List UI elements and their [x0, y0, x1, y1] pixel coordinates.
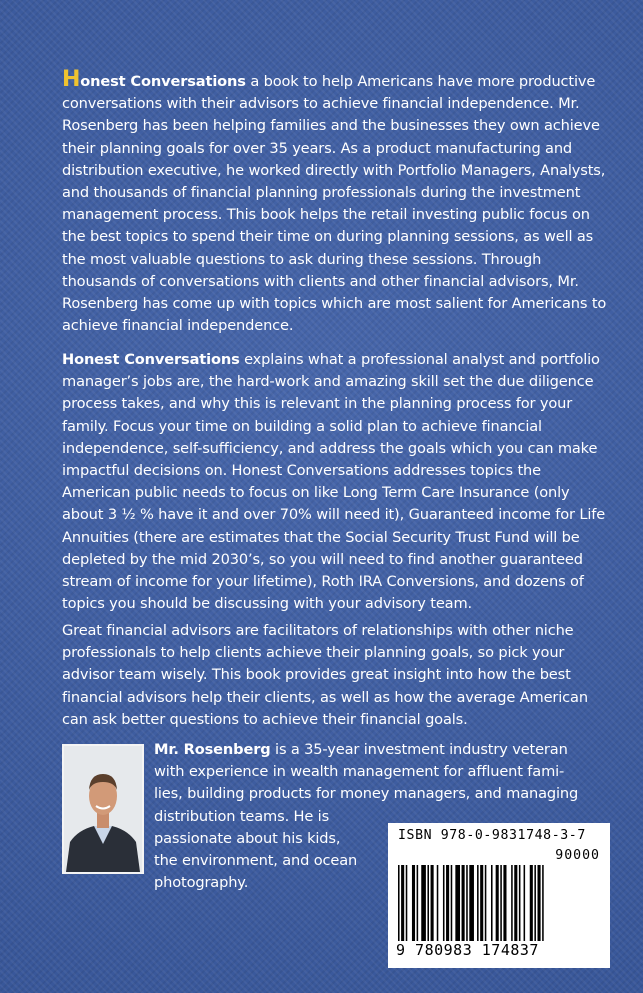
price-code: 90000: [555, 848, 600, 863]
barcode-bar: [503, 865, 506, 941]
bio-line-5: passionate about his kids,: [154, 829, 341, 847]
description-paragraph-1: [62, 69, 610, 337]
barcode-bar: [401, 865, 404, 941]
bio-line-2: with experience in wealth management for affluent fami-: [154, 763, 565, 781]
barcode-bar: [455, 865, 460, 941]
barcode-bar: [480, 865, 483, 941]
barcode-bar: [427, 865, 429, 941]
barcode-bar: [412, 865, 415, 941]
description-paragraph-3: [62, 620, 610, 731]
barcode-bar: [519, 865, 521, 941]
bio-line-3: lies, building products for money managers, and managing: [154, 785, 579, 803]
barcode-bar: [530, 865, 533, 941]
book-title-bold-2: Honest Conversations: [62, 351, 240, 368]
description-paragraph-2: [62, 349, 610, 615]
author-photo: [62, 744, 144, 874]
bio-line-7: photography.: [154, 874, 249, 892]
drop-cap: H: [62, 67, 81, 92]
barcode-bar: [446, 865, 449, 941]
barcode-bar: [417, 865, 419, 941]
barcode-digits: 9 780983 174837: [396, 941, 539, 959]
paragraph-1-text: a book to help Americans have more productive conversations with their advisors to achieve financial independence. Mr. Rosenberg has been helping families and the businesses they own achieve their planning goals for over 35 years. As a product manufacturing and distribution executive, he worked directly with Portfolio Managers, Analysts, and thousands of financial planning professionals during the investment management process. This book helps the retail investing public focus on the best topics to spend their time on during planning sessions, as well as the most valuable questions to ask during these sessions. Through thousands of conversations with clients and other financial advisors, Mr. Rosenberg has come up with topics which are most salient for Americans to achieve financial independence.: [62, 73, 607, 335]
barcode-bar: [485, 865, 487, 941]
barcode-bar: [443, 865, 445, 941]
barcode-bar: [437, 865, 439, 941]
barcode-bar: [421, 865, 426, 941]
barcode-bar: [511, 865, 513, 941]
barcode-bar: [534, 865, 536, 941]
bio-line-4: distribution teams. He is: [154, 807, 330, 825]
barcode-bar: [524, 865, 526, 941]
barcode-bar: [477, 865, 479, 941]
bio-line-6: the environment, and ocean: [154, 852, 358, 870]
barcode-bar: [406, 865, 408, 941]
barcode-bar: [514, 865, 517, 941]
barcode-bar: [496, 865, 499, 941]
barcode-bar: [398, 865, 400, 941]
isbn-barcode: [388, 823, 610, 968]
author-name: Mr. Rosenberg: [154, 741, 271, 758]
paragraph-3-text: Great financial advisors are facilitators of relationships with other niche professionals to help clients achieve their planning goals, so pick your advisor team wisely. This book provides great insight into how the best financial advisors help their clients, as well as how the average American can ask better questions to achieve their financial goals.: [62, 622, 588, 728]
paragraph-2-text: explains what a professional analyst and portfolio manager’s jobs are, the hard-work and amazing skill set the due diligence process takes, and why this is relevant in the planning process for your family. Focus your time on building a solid plan to achieve financial independence, self-sufficiency, and address the goals which you can make impactful decisions on. Honest Conversations addresses topics the American public needs to focus on like Long Term Care Insurance (only about 3 ½ % have it and over 70% will need it), Guaranteed income for Life Annuities (there are estimates that the Social Security Trust Fund will be depleted by the mid 2030’s, so you will need to find another guaranteed stream of income for your lifetime), Roth IRA Conversions, and dozens of topics you should be discussing with your advisory team.: [62, 351, 606, 613]
barcode-bars: [398, 865, 600, 941]
barcode-bar: [431, 865, 434, 941]
barcode-bar: [469, 865, 474, 941]
barcode-bar: [466, 865, 468, 941]
isbn-number: ISBN 978-0-9831748-3-7: [398, 828, 586, 843]
barcode-bar: [538, 865, 541, 941]
barcode-bar: [451, 865, 453, 941]
bio-line-1: Mr. Rosenberg is a 35-year investment industry veteran: [154, 741, 568, 758]
barcode-bar: [491, 865, 493, 941]
book-title-bold: onest Conversations: [80, 73, 246, 90]
barcode-bar: [542, 865, 544, 941]
barcode-bar: [500, 865, 502, 941]
barcode-bar: [462, 865, 465, 941]
